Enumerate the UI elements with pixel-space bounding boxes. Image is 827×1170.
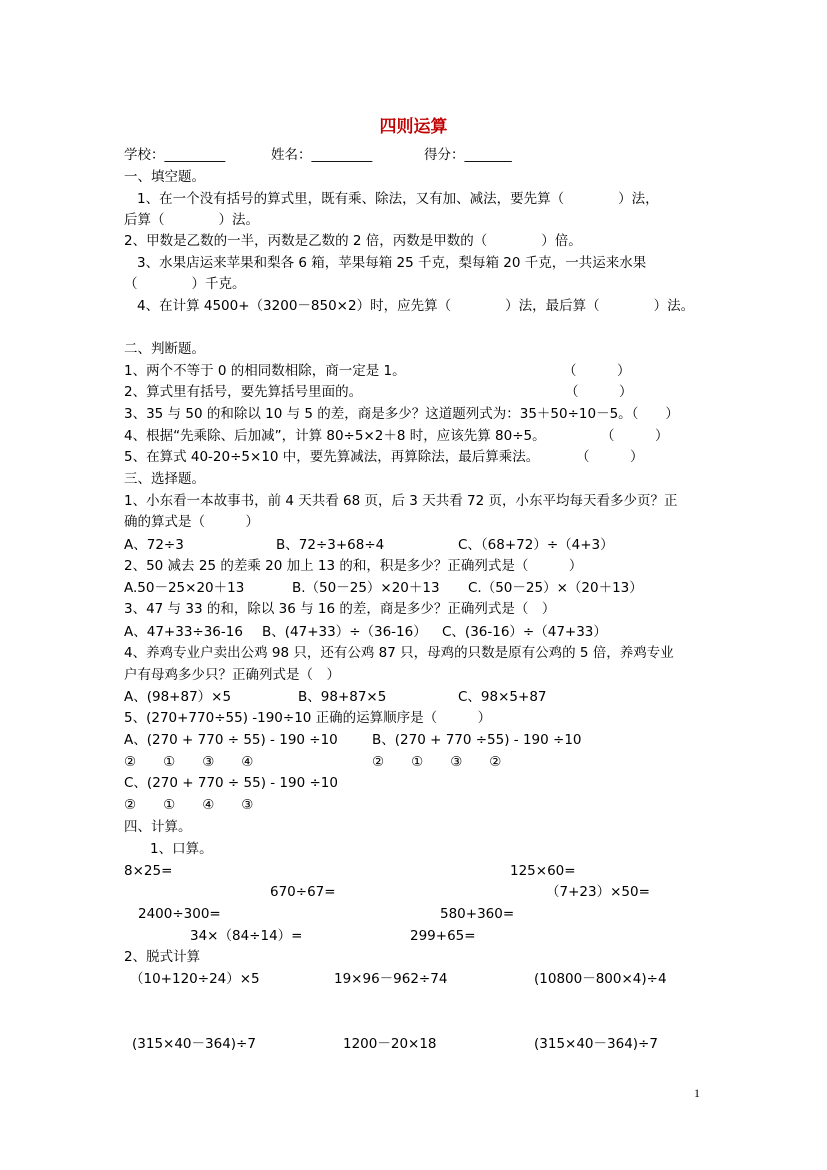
s2-question-4-parens: （ ） bbox=[601, 428, 669, 444]
s3-question-5: 5、(270+770÷55) -190÷10 正确的运算顺序是（ ） bbox=[124, 710, 492, 726]
s3-q4-option-c: C、98×5+87 bbox=[458, 689, 547, 705]
s1-question-4: 4、在计算 4500+（3200－850×2）时，应先算（ ）法，最后算（ ）法。 bbox=[137, 298, 695, 314]
s2-question-2-parens: （ ） bbox=[565, 384, 633, 400]
s3-q5-option-a: A、(270 + 770 ÷ 55) - 190 ÷10 bbox=[124, 732, 338, 748]
written-calc-2: 19×96－962÷74 bbox=[334, 971, 448, 987]
s3-q3-option-c: C、(36-16）÷（47+33） bbox=[442, 624, 607, 640]
s3-q2-option-a: A.50－25×20＋13 bbox=[124, 580, 245, 596]
written-calc-1: （10+120÷24）×5 bbox=[130, 971, 260, 987]
page-number: 1 bbox=[694, 1086, 700, 1100]
s3-q4-option-a: A、(98+87）×5 bbox=[124, 689, 232, 705]
s2-question-2: 2、算式里有括号，要先算括号里面的。 bbox=[124, 384, 363, 400]
s3-q5-option-a-order: ② ① ③ ④ bbox=[124, 754, 254, 770]
s3-q5-option-b: B、(270 + 770 ÷55) - 190 ÷10 bbox=[372, 732, 582, 748]
oral-calc-3: 670÷67= bbox=[270, 884, 336, 900]
s2-question-5: 5、在算式 40-20÷5×10 中，要先算减法，再算除法，最后算乘法。 bbox=[124, 449, 540, 465]
s1-question-1b: 后算（ ）法。 bbox=[124, 212, 259, 228]
oral-calc-1: 8×25= bbox=[124, 863, 173, 879]
written-calc-6: (315×40－364)÷7 bbox=[534, 1036, 658, 1052]
s3-q2-option-c: C.（50－25）×（20＋13） bbox=[468, 580, 643, 596]
oral-calc-6: 580+360= bbox=[440, 906, 515, 922]
s2-question-5-parens: （ ） bbox=[576, 449, 644, 465]
oral-calc-4: （7+23）×50= bbox=[546, 884, 650, 900]
s3-q3-option-b: B、(47+33）÷（36-16） bbox=[262, 624, 427, 640]
s3-question-2: 2、50 减去 25 的差乘 20 加上 13 的和，积是多少？正确列式是（ ） bbox=[124, 558, 583, 574]
written-calc-3: (10800－800×4)÷4 bbox=[534, 971, 667, 987]
s3-q1-option-c: C、（68+72）÷（4+3） bbox=[458, 537, 614, 553]
section-3-heading: 三、选择题。 bbox=[124, 471, 205, 487]
s3-q1-option-b: B、72÷3+68÷4 bbox=[276, 537, 385, 553]
s3-question-1b: 确的算式是（ ） bbox=[124, 514, 259, 530]
oral-calc-7: 34×（84÷14）= bbox=[190, 928, 303, 944]
oral-calc-2: 125×60= bbox=[510, 863, 576, 879]
written-calc-4: (315×40－364)÷7 bbox=[132, 1036, 256, 1052]
s3-q5-option-c-order: ② ① ④ ③ bbox=[124, 797, 254, 813]
s2-question-3: 3、35 与 50 的和除以 10 与 5 的差，商是多少？这道题列式为：35＋50÷10－5。（ ） bbox=[124, 406, 679, 422]
s1-question-3a: 3、水果店运来苹果和梨各 6 箱，苹果每箱 25 千克，梨每箱 20 千克，一共运来水果 bbox=[137, 255, 647, 271]
written-calc-5: 1200－20×18 bbox=[343, 1036, 437, 1052]
s3-question-4a: 4、养鸡专业户卖出公鸡 98 只，还有公鸡 87 只，母鸡的只数是原有公鸡的 5 倍，养鸡专业 bbox=[124, 645, 674, 661]
s3-question-4b: 户有母鸡多少只？正确列式是（ ） bbox=[124, 667, 340, 683]
s3-q5-option-c: C、(270 + 770 ÷ 55) - 190 ÷10 bbox=[124, 775, 338, 791]
s3-q3-option-a: A、47+33÷36-16 bbox=[124, 624, 243, 640]
s3-q4-option-b: B、98+87×5 bbox=[298, 689, 387, 705]
section-2-heading: 二、判断题。 bbox=[124, 341, 205, 357]
s1-question-3b: （ ）千克。 bbox=[124, 276, 246, 292]
score-field: 得分：_______ bbox=[424, 147, 512, 163]
s2-question-1-parens: （ ） bbox=[563, 363, 631, 379]
name-field: 姓名：_________ bbox=[271, 147, 373, 163]
oral-calc-8: 299+65= bbox=[410, 928, 476, 944]
s4-written-heading: 2、脱式计算 bbox=[124, 949, 201, 965]
oral-calc-5: 2400÷300= bbox=[138, 906, 221, 922]
s3-q2-option-b: B.（50－25）×20＋13 bbox=[292, 580, 440, 596]
s2-question-1: 1、两个不等于 0 的相同数相除，商一定是 1。 bbox=[124, 363, 406, 379]
s1-question-1a: 1、在一个没有括号的算式里，既有乘、除法，又有加、减法，要先算（ ）法， bbox=[137, 191, 659, 207]
school-field: 学校：_________ bbox=[124, 147, 226, 163]
s3-q1-option-a: A、72÷3 bbox=[124, 537, 184, 553]
section-4-heading: 四、计算。 bbox=[124, 819, 192, 835]
s2-question-4: 4、根据“先乘除、后加减”，计算 80÷5×2＋8 时，应该先算 80÷5。 bbox=[124, 428, 546, 444]
document-title: 四则运算 bbox=[379, 117, 448, 137]
section-1-heading: 一、填空题。 bbox=[124, 169, 205, 185]
s3-q5-option-b-order: ② ① ③ ② bbox=[372, 754, 502, 770]
s3-question-3: 3、47 与 33 的和，除以 36 与 16 的差，商是多少？正确列式是（ ） bbox=[124, 601, 556, 617]
s3-question-1a: 1、小东看一本故事书，前 4 天共看 68 页，后 3 天共看 72 页，小东平均每天看多少页？正 bbox=[124, 493, 678, 509]
s1-question-2: 2、甲数是乙数的一半，丙数是乙数的 2 倍，丙数是甲数的（ ）倍。 bbox=[124, 233, 582, 249]
s4-oral-heading: 1、口算。 bbox=[150, 841, 213, 857]
